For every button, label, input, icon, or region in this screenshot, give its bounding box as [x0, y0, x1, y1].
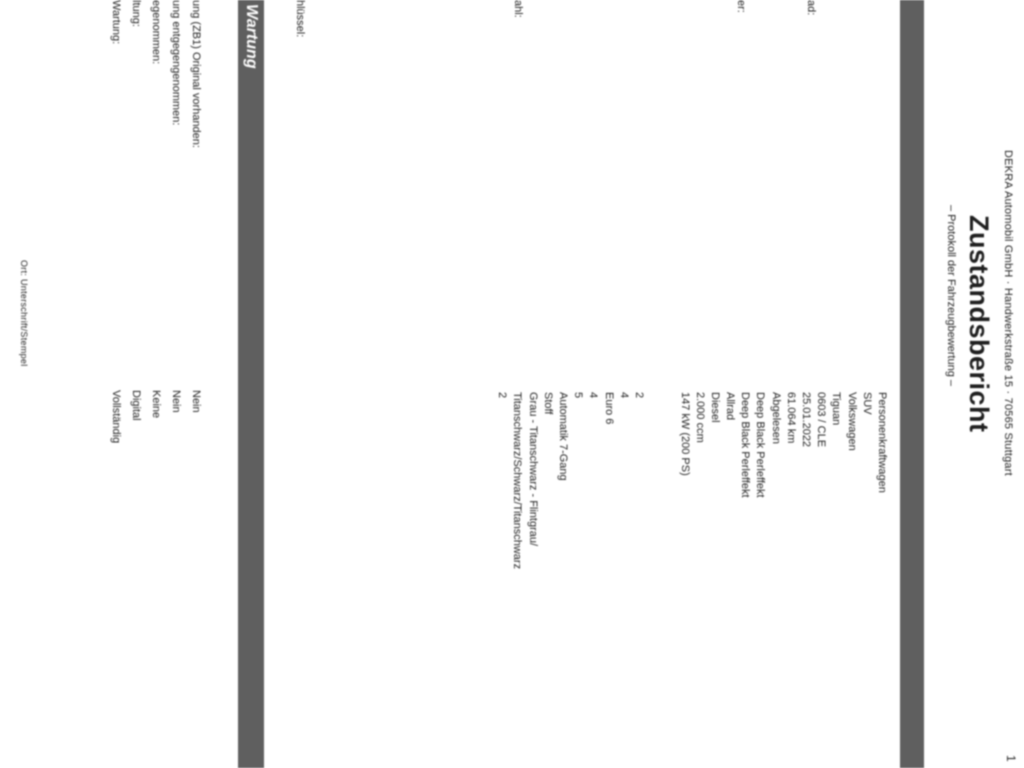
spec-value: Deep Black Perleffekt [754, 392, 767, 498]
section-title: Wartung [243, 4, 260, 69]
condition-labels [106, 0, 206, 148]
spec-value: Diesel [708, 392, 721, 423]
left-stub-label: ad: [805, 0, 817, 16]
spec-value: Euro 6 [602, 392, 615, 425]
condition-label: ung (ZB1) Original vorhanden: [190, 0, 202, 148]
spec-value: 4 [587, 392, 600, 399]
spec-value: 25.01.2022 [800, 392, 813, 448]
vehicle-spec-values [494, 392, 889, 569]
spec-value: 0603 / CLE [815, 392, 828, 448]
condition-label: egenommen: [150, 0, 162, 65]
condition-value: Digital [130, 390, 142, 421]
spec-value: 2 [496, 392, 509, 399]
condition-value: Nein [190, 390, 202, 413]
spec-value: 5 [572, 392, 585, 399]
spec-value: Titanschwarz/Schwarz/Titanschwarz [511, 392, 524, 570]
spec-value: 2 [633, 392, 645, 399]
spec-value: Deep Black Perleffekt [739, 392, 752, 498]
spec-value: 4 [617, 392, 630, 399]
spec-value: Tiguan [830, 392, 843, 426]
condition-label: ltung: [130, 0, 142, 27]
left-stub-label: hlüssel: [294, 0, 306, 38]
section-bar [238, 0, 264, 768]
spec-value: 61.064 km [784, 392, 797, 444]
condition-value: Vollständig [110, 390, 122, 444]
condition-values [106, 390, 206, 443]
header-bar [900, 0, 924, 768]
left-stub-label: er: [735, 0, 747, 13]
spec-value [661, 392, 676, 569]
spec-value: Abgelesen [769, 392, 782, 444]
condition-value: Keine [150, 390, 162, 419]
spec-value: Volkswagen [845, 392, 858, 451]
condition-label: Wartung: [110, 0, 122, 45]
page-marker: 1 [1004, 755, 1018, 762]
signature-line: Ort: Unterschrift/Stempel [19, 260, 29, 367]
left-stub-label: ahl: [512, 0, 524, 18]
condition-label: ung entgegengenommen: [170, 0, 182, 126]
company-address: DEKRA Automobil GmbH · Handwerkstraße 15 · 70565 Stuttgart [1002, 150, 1014, 476]
spec-value: Automatik 7-Gang [557, 392, 570, 481]
page-title: Zustandsbericht [964, 215, 994, 433]
spec-value: 2.000 ccm [693, 392, 706, 443]
spec-value: Allrad [724, 392, 737, 421]
condition-value: Nein [170, 390, 182, 413]
page-subtitle: – Protokoll der Fahrzeugbewertung – [945, 205, 957, 386]
spec-value: 147 kW (200 PS) [678, 392, 691, 476]
spec-value: Stoff [541, 392, 554, 415]
spec-value [646, 392, 661, 569]
spec-value: Grau - Titanschwarz - Flintgrau/ [526, 392, 539, 547]
spec-value: SUV [860, 392, 873, 415]
spec-value: Personenkraftwagen [876, 392, 888, 493]
